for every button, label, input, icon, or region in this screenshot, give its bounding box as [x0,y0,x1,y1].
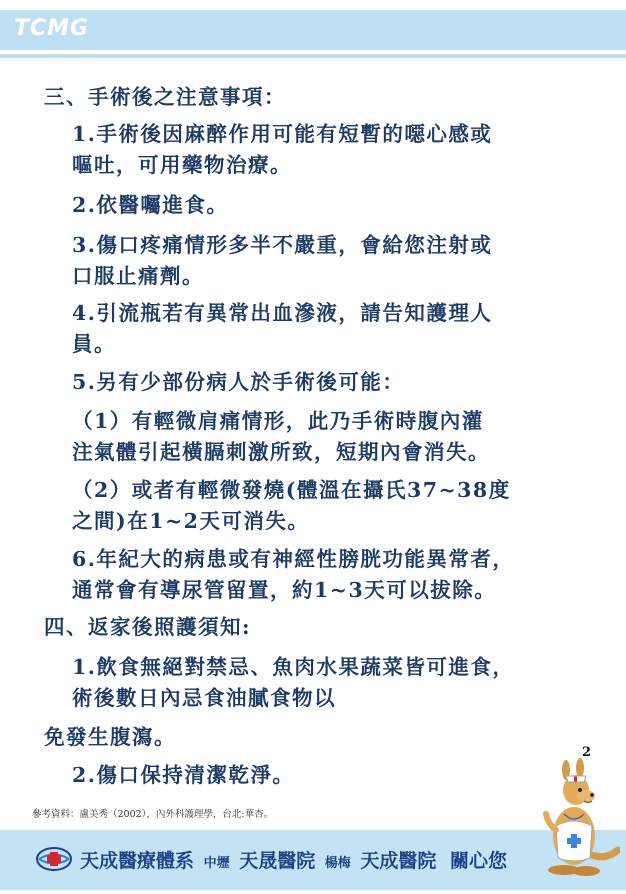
text-line: 注氣體引起橫膈刺激所致，短期內會消失。 [72,440,490,464]
footer-location-zhongli: 中壢 [203,856,230,871]
page-number: 2 [582,745,592,760]
tcmg-logo: TCMG [14,16,90,41]
section-heading-postop: 三、手術後之注意事項： [44,85,286,109]
text-line: 之間)在1~2天可消失。 [72,509,310,533]
footer-system-name: 天成醫療體系 [80,850,195,872]
text-line: 術後數日內忌食油膩食物以 [72,686,336,710]
footer-slogan [80,846,507,873]
footer-hospital-tiancheng: 天成醫院 [360,850,437,872]
text-line: 通常會有導尿管留置，約1~3天可以拔除。 [72,578,497,602]
text-line: 嘔吐，可用藥物治療。 [72,153,292,177]
hospital-cross-logo-icon [36,847,72,871]
text-line: 4.引流瓶若有異常出血滲液，請告知護理人 [72,301,493,325]
reference-citation: 參考資料：盧美秀（2002），內外科護理學，台北:華杏。 [32,809,274,820]
header-bar [0,10,626,50]
text-line: 員。 [72,332,116,356]
footer-hospital-tiansheng: 天晟醫院 [239,850,316,872]
header-divider [0,54,626,58]
kangaroo-nurse-mascot-icon [540,754,620,879]
text-line: 2.傷口保持清潔乾淨。 [72,763,295,787]
text-line: 3.傷口疼痛情形多半不嚴重，會給您注射或 [72,233,493,257]
text-line: 免發生腹瀉。 [44,725,176,749]
text-line: 1.飲食無絕對禁忌、魚肉水果蔬菜皆可進食， [72,655,515,679]
text-line: 1.手術後因麻醉作用可能有短暫的噁心感或 [72,122,493,146]
text-line: 口服止痛劑。 [72,264,204,288]
text-line: （2）或者有輕微發燒(體溫在攝氏37~38度 [72,478,511,502]
section-heading-home-care: 四、返家後照護須知: [44,615,252,639]
text-line: （1）有輕微肩痛情形，此乃手術時腹內灌 [72,409,484,433]
text-line: 2.依醫囑進食。 [72,193,229,217]
text-line: 5.另有少部份病人於手術後可能： [72,370,405,394]
footer-care-text: 關心您 [449,850,507,872]
footer-location-yangmei: 楊梅 [324,856,351,871]
text-line: 6.年紀大的病患或有神經性膀胱功能異常者， [72,547,515,571]
